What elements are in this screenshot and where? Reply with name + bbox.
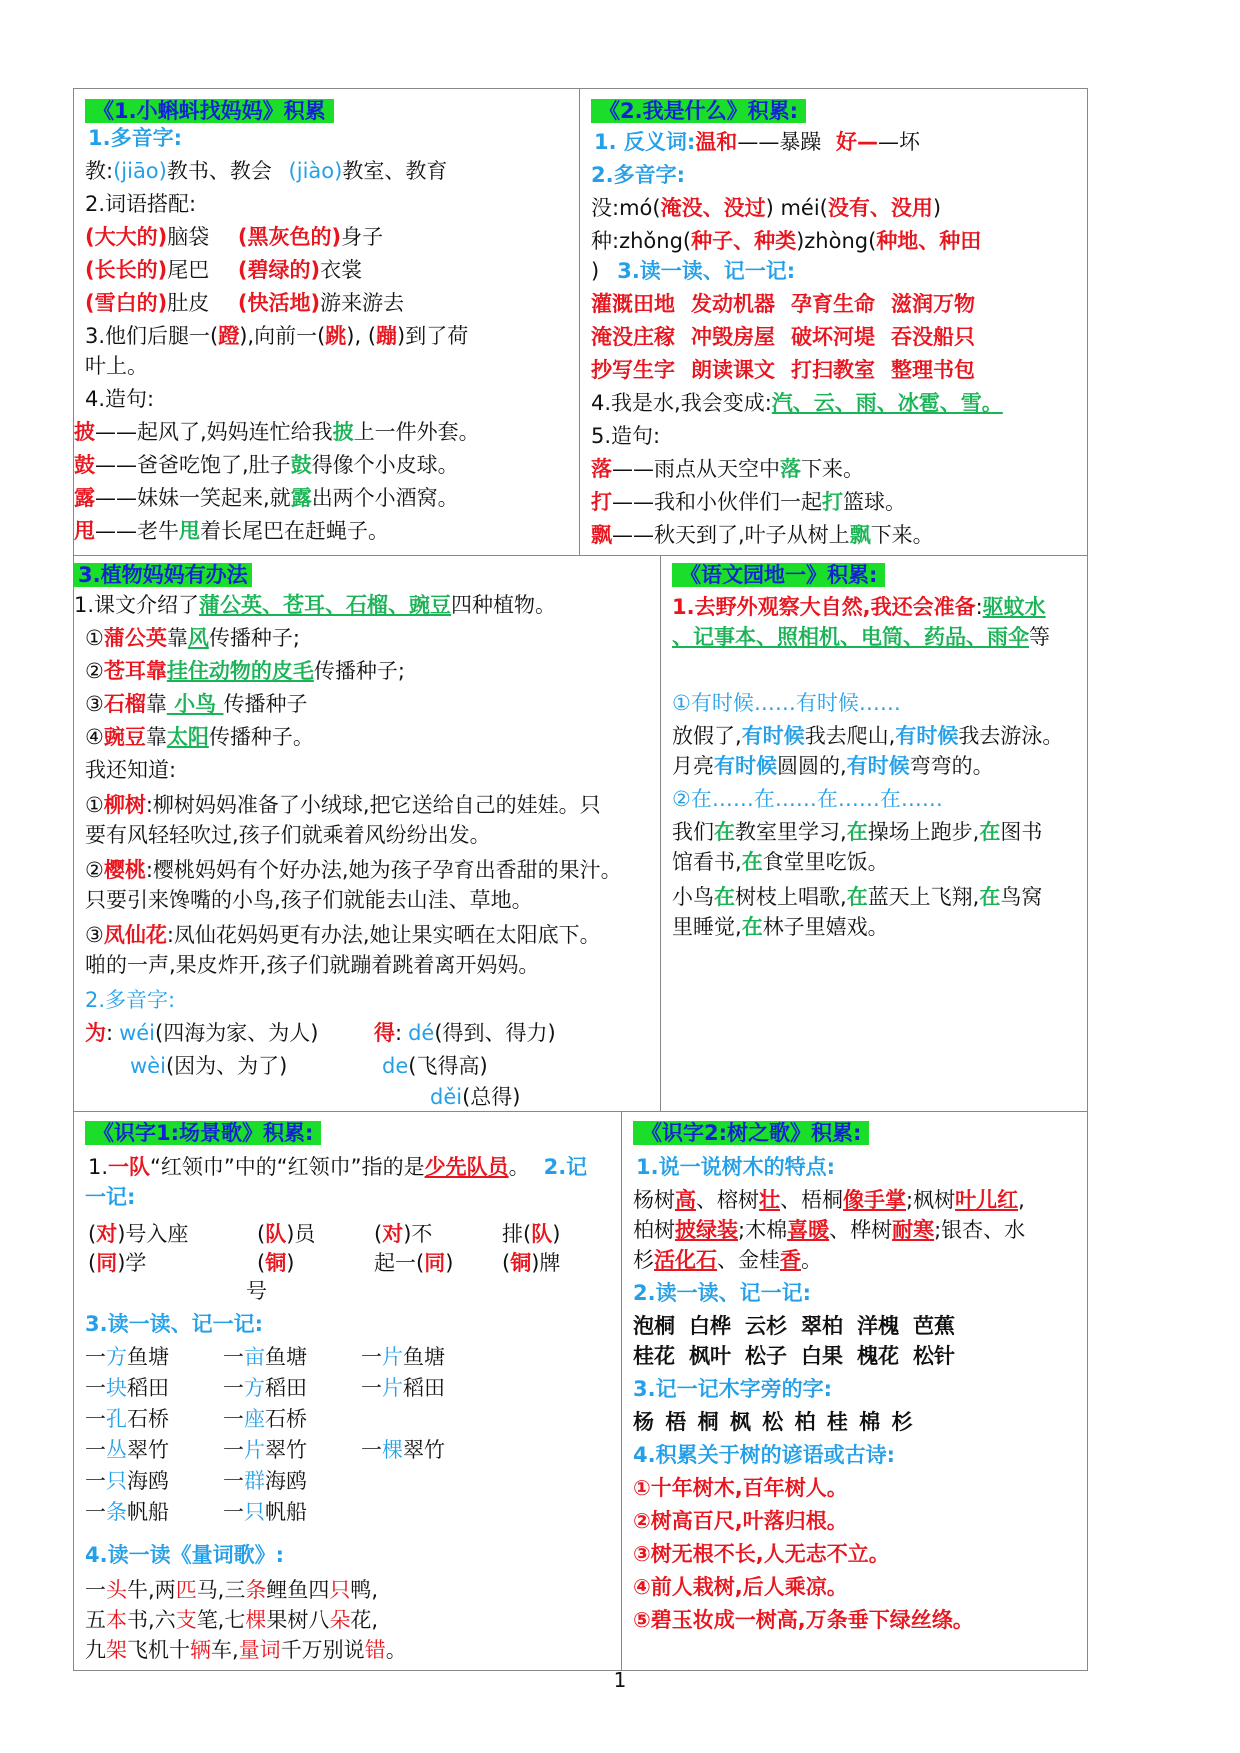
proverb-item: ②树高百尺,叶落归根。	[633, 1509, 848, 1533]
section-tree-song	[621, 1111, 1088, 1671]
section-garden-one	[660, 555, 1088, 1112]
proverb-item: ①十年树木,百年树人。	[633, 1476, 848, 1500]
sometimes-example: 放假了,有时候我去爬山,有时候我去游泳。	[672, 724, 1064, 748]
collocation-row: (大大的)脑袋 (黑灰色的)身子	[85, 225, 384, 249]
balsam-text-cont: 啪的一声,果皮炸开,孩子们就蹦着跳着离开妈妈。	[85, 953, 540, 977]
at-example-cont: 里睡觉,在林子里嬉戏。	[672, 915, 889, 939]
homophone-item: (对)不	[374, 1222, 433, 1246]
sentence-item: 披——起风了,妈妈连忙给我披上一件外套。	[74, 420, 480, 444]
measure-word-item: 一块稻田	[85, 1376, 169, 1400]
field-trip-items: 1.去野外观察大自然,我还会准备:驱蚊水	[672, 595, 1046, 619]
measure-word-item: 一片稻田	[361, 1376, 445, 1400]
word-row: 淹没庄稼 冲毁房屋 破坏河堤 吞没船只	[591, 325, 975, 349]
section-title: 《识字2:树之歌》积累:	[633, 1121, 869, 1145]
section-title: 《2.我是什么》积累:	[591, 99, 806, 123]
heading-tree-features: 1.说一说树木的特点:	[636, 1155, 835, 1179]
homophone-item: (对)号入座	[88, 1222, 189, 1246]
proverb-item: ③树无根不长,人无志不立。	[633, 1542, 890, 1566]
polyphone-wei: 为: wéi(四海为家、为人)	[85, 1021, 319, 1045]
sentence-item: 露——妹妹一笑起来,就露出两个小酒窝。	[74, 486, 459, 510]
homophone-item: (铜)	[257, 1251, 295, 1275]
pattern-at: ②在……在……在……在……	[672, 787, 943, 811]
pattern-sometimes: ①有时候……有时候……	[672, 691, 901, 715]
tree-word-row: 桂花 枫叶 松子 白果 槐花 松针	[633, 1344, 955, 1368]
measure-word-item: 一亩鱼塘	[223, 1345, 307, 1369]
measure-word-item: 一方鱼塘	[85, 1345, 169, 1369]
sentence-item: 落——雨点从天空中落下来。	[591, 457, 864, 481]
measure-word-item: 一片鱼塘	[361, 1345, 445, 1369]
word-row: 灌溉田地 发动机器 孕育生命 滋润万物	[591, 292, 975, 316]
tree-feature-line: 杨树高、榕树壮、梧桐像手掌;枫树叶儿红,	[633, 1188, 1025, 1212]
measure-word-item: 一方稻田	[223, 1376, 307, 1400]
heading-polyphone: 2.多音字:	[591, 163, 685, 187]
plant-item: ①蒲公英靠风传播种子;	[85, 626, 300, 650]
sentence-item: 飘——秋天到了,叶子从树上飘下来。	[591, 523, 934, 547]
at-example-cont: 馆看书,在食堂里吃饭。	[672, 850, 889, 874]
measure-song-line: 一头牛,两匹马,三条鲤鱼四只鸭,	[85, 1578, 379, 1602]
heading-remember: 一记:	[85, 1185, 136, 1209]
page-number: 1	[613, 1668, 627, 1692]
red-scarf-line: 1.一队“红领巾”中的“红领巾”指的是少先队员。 2.记	[88, 1155, 588, 1179]
also-know-heading: 我还知道:	[85, 758, 177, 782]
proverb-item: ⑤碧玉妆成一树高,万条垂下绿丝绦。	[633, 1608, 974, 1632]
polyphone-zhong: 种:zhǒng(种子、种类)zhòng(种地、种田	[591, 229, 982, 253]
antonyms: 1. 反义词:温和——暴躁 好——坏	[594, 130, 920, 154]
verb-fill-sentence-cont: 叶上。	[85, 354, 148, 378]
heading-collocation: 2.词语搭配:	[85, 192, 197, 216]
homophone-item: 排(队)	[502, 1222, 561, 1246]
cherry-text-cont: 只要引来馋嘴的小鸟,孩子们就能去山洼、草地。	[85, 888, 533, 912]
at-example: 小鸟在树枝上唱歌,在蓝天上飞翔,在鸟窝	[672, 885, 1043, 909]
word-row: 抄写生字 朗读课文 打扫教室 整理书包	[591, 358, 975, 382]
homophone-item: 起一(同)	[374, 1251, 454, 1275]
homophone-item: (队)员	[257, 1222, 316, 1246]
tree-word-row: 泡桐 白桦 云杉 翠柏 洋槐 芭蕉	[633, 1314, 955, 1338]
heading-polyphone: 2.多音字:	[85, 988, 176, 1012]
heading-sentence: 5.造句:	[591, 424, 661, 448]
heading-measure-song: 4.读一读《量词歌》:	[85, 1543, 284, 1567]
homophone-item-cont: 号	[246, 1279, 267, 1303]
plants-intro: 1.课文介绍了蒲公英、苍耳、石榴、豌豆四种植物。	[74, 593, 557, 617]
willow-text-cont: 要有风轻轻吹过,孩子们就乘着风纷纷出发。	[85, 823, 491, 847]
at-example: 我们在教室里学习,在操场上跑步,在图书	[672, 820, 1043, 844]
verb-fill-sentence: 3.他们后腿一(蹬),向前一(跳), (蹦)到了荷	[85, 324, 469, 348]
section-title: 《语文园地一》积累:	[672, 563, 885, 587]
collocation-row: (长长的)尾巴 (碧绿的)衣裳	[85, 258, 363, 282]
polyphone-de: 得: dé(得到、得力)	[374, 1021, 556, 1045]
field-trip-items-cont: 、记事本、照相机、电筒、药品、雨伞等	[672, 625, 1050, 649]
measure-word-grid	[85, 1342, 605, 1532]
plant-item: ③石榴靠 小鸟 传播种子	[85, 692, 308, 716]
polyphone-jiao: 教:(jiāo)教书、教会 (jiào)教室、教育	[85, 159, 448, 183]
polyphone-mo: 没:mó(淹没、没过) méi(没有、没用)	[591, 196, 942, 220]
measure-word-item: 一条帆船	[85, 1500, 169, 1524]
heading-read: 2.读一读、记一记:	[633, 1281, 811, 1305]
heading-proverbs: 4.积累关于树的谚语或古诗:	[633, 1443, 895, 1467]
plant-item: ②苍耳靠挂住动物的皮毛传播种子;	[85, 659, 405, 683]
willow-text: ①柳树:柳树妈妈准备了小绒球,把它送给自己的娃娃。只	[85, 793, 601, 817]
section-what-am-i	[579, 88, 1088, 556]
measure-word-item: 一丛翠竹	[85, 1438, 169, 1462]
sometimes-example: 月亮有时候圆圆的,有时候弯弯的。	[672, 754, 994, 778]
measure-word-item: 一片翠竹	[223, 1438, 307, 1462]
polyphone-wei-2: wèi(因为、为了)	[130, 1054, 288, 1078]
measure-word-item: 一座石桥	[223, 1407, 307, 1431]
homophone-item: (铜)牌	[502, 1251, 561, 1275]
section-title: 《识字1:场景歌》积累:	[85, 1121, 321, 1145]
polyphone-de-2: de(飞得高)	[382, 1054, 488, 1078]
plant-item: ④豌豆靠太阳传播种子。	[85, 725, 314, 749]
measure-word-item: 一孔石桥	[85, 1407, 169, 1431]
tree-feature-line: 杉活化石、金桂香。	[633, 1248, 822, 1272]
section-plant-mothers	[73, 555, 661, 1112]
proverb-item: ④前人栽树,后人乘凉。	[633, 1575, 848, 1599]
wood-radical-chars: 杨 梧 桐 枫 松 柏 桂 棉 杉	[633, 1410, 913, 1434]
measure-song-line: 五本书,六支笔,七棵果树八朵花,	[85, 1608, 379, 1632]
section-title: 3.植物妈妈有办法	[74, 563, 252, 587]
section-tadpole	[73, 88, 580, 556]
measure-song-line: 九架飞机十辆车,量词千万别说错。	[85, 1638, 407, 1662]
section-title: 《1.小蝌蚪找妈妈》积累	[85, 99, 334, 123]
sentence-item: 甩——老牛甩着长尾巴在赶蝇子。	[74, 519, 389, 543]
balsam-text: ③凤仙花:凤仙花妈妈更有办法,她让果实晒在太阳底下。	[85, 923, 601, 947]
heading-read: ) 3.读一读、记一记:	[591, 259, 796, 283]
heading-read: 3.读一读、记一记:	[85, 1312, 263, 1336]
homophone-item: (同)学	[88, 1251, 147, 1275]
section-scene-song	[73, 1111, 622, 1671]
cherry-text: ②樱桃:樱桃妈妈有个好办法,她为孩子孕育出香甜的果汁。	[85, 858, 622, 882]
polyphone-de-3: děi(总得)	[430, 1085, 521, 1109]
measure-word-item: 一棵翠竹	[361, 1438, 445, 1462]
water-changes: 4.我是水,我会变成:汽、云、雨、冰雹、雪。	[591, 391, 1003, 415]
measure-word-item: 一只帆船	[223, 1500, 307, 1524]
heading-polyphone: 1.多音字:	[88, 126, 182, 150]
collocation-row: (雪白的)肚皮 (快活地)游来游去	[85, 291, 405, 315]
measure-word-item: 一群海鸥	[223, 1469, 307, 1493]
measure-word-item: 一只海鸥	[85, 1469, 169, 1493]
tree-feature-line: 柏树披绿装;木棉喜暖、桦树耐寒;银杏、水	[633, 1218, 1026, 1242]
sentence-item: 鼓——爸爸吃饱了,肚子鼓得像个小皮球。	[74, 453, 459, 477]
heading-sentence: 4.造句:	[85, 387, 155, 411]
heading-wood-radical: 3.记一记木字旁的字:	[633, 1377, 832, 1401]
sentence-item: 打——我和小伙伴们一起打篮球。	[591, 490, 906, 514]
